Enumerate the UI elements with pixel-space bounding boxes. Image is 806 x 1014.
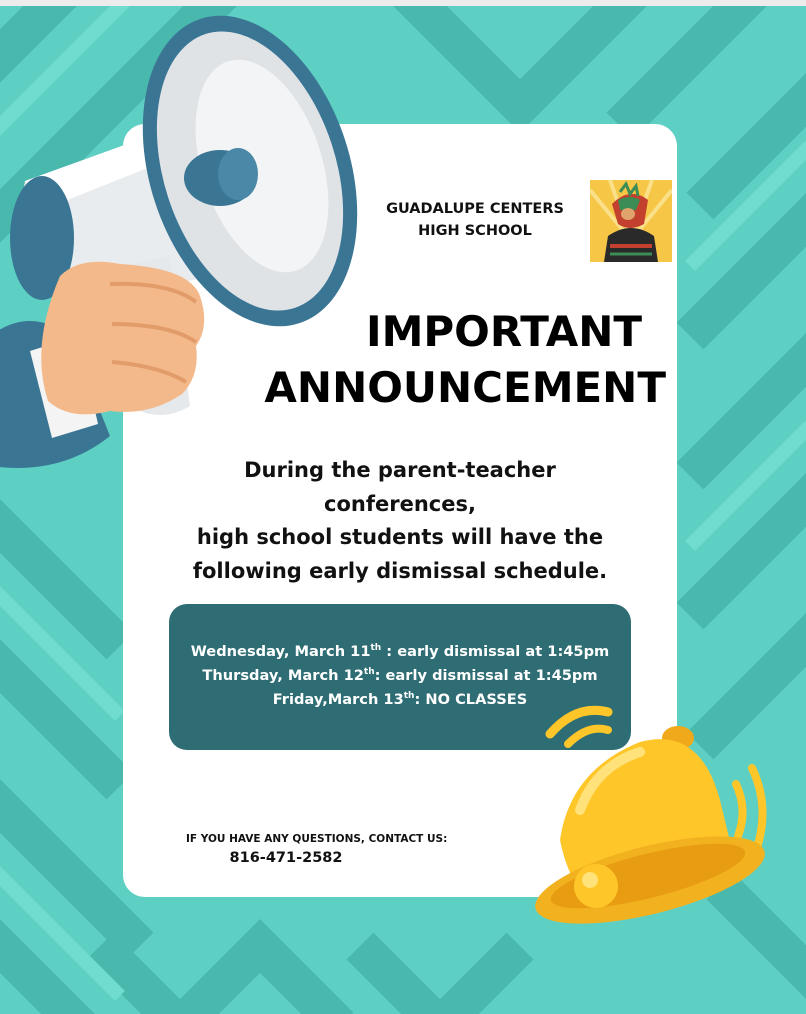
message-line2: conferences, <box>324 491 476 516</box>
schedule-item: Thursday, March 12th: early dismissal at 1:45pm <box>202 667 598 684</box>
message-line4: following early dismissal schedule. <box>192 558 608 583</box>
contact-label: IF YOU HAVE ANY QUESTIONS, CONTACT US: <box>186 833 448 845</box>
school-mascot-logo-icon <box>590 180 672 262</box>
title-line1: IMPORTANT <box>365 307 642 356</box>
school-name-line1: GUADALUPE CENTERS <box>386 201 564 217</box>
message-line3: high school students will have the <box>196 525 604 549</box>
school-name <box>366 198 584 242</box>
message-line1: During the parent-teacher <box>244 458 556 482</box>
megaphone-icon <box>0 6 370 476</box>
title-line2: ANNOUNCEMENT <box>264 363 666 412</box>
school-name-line2: HIGH SCHOOL <box>418 223 532 239</box>
schedule-item: Wednesday, March 11th : early dismissal at 1:45pm <box>190 643 610 660</box>
contact-phone: 816-471-2582 <box>229 850 343 866</box>
schedule-item: Friday,March 13th: NO CLASSES <box>272 691 528 708</box>
bell-icon <box>500 690 780 930</box>
